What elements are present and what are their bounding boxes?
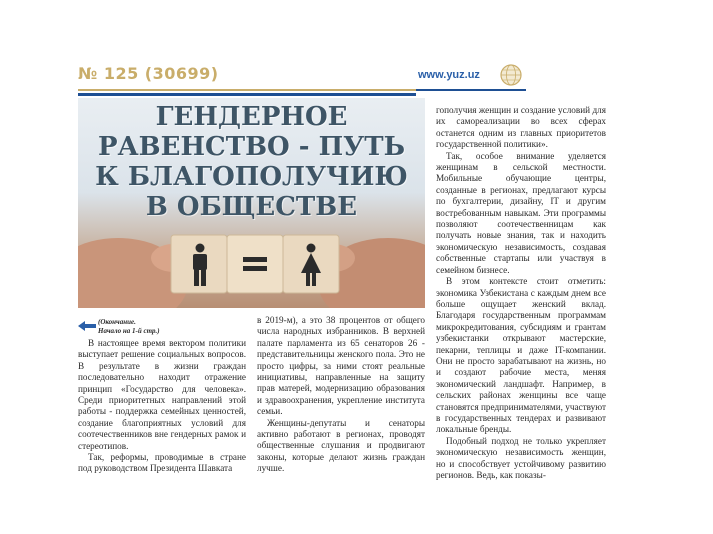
paragraph: В этом контексте стоит отметить: экономика Узбекистана с каждым днем все больше ощущает женский вклад. Благодаря государственным программам микрокредитования, субсидиям и грантам узбекистанки открывают мастерские, пекарни, теплицы и даже IT-компании. Они не просто зарабатывают на жизнь, но и создают рабочие места, меняя экономический ландшафт. Например, в сельских районах женщины все чаще становятся предпринимателями, участвуют в государственных тендерах и развивают локальные бренды. bbox=[436, 276, 606, 435]
paragraph: гополучия женщин и создание условий для их самореализации во всех сферах останется одним из главных приоритетов государственной политики». bbox=[436, 105, 606, 150]
issue-number: № 125 (30699) bbox=[78, 64, 219, 83]
continuation-line: (Окончание. bbox=[98, 318, 136, 326]
continuation-note bbox=[78, 318, 248, 338]
header-rule-right bbox=[416, 89, 526, 91]
site-url[interactable]: www.yuz.uz bbox=[418, 69, 480, 81]
continuation-line: Начало на 1-й стр.) bbox=[98, 327, 160, 335]
header-rule-blue bbox=[78, 93, 416, 96]
title-line: ГЕНДЕРНОЕ bbox=[155, 102, 348, 132]
paragraph: в 2019-м), а это 38 процентов от общего числа народных избранников. В верхней палате парламента из 65 сенаторов 26 - представительницы женского пола. Это не просто цифры, за ними стоят реальные инициативы, направленные на защиту прав матерей, модернизацию образования и здравоохранения, укрепление института семьи. bbox=[257, 315, 425, 417]
equals-icon bbox=[242, 254, 268, 274]
title-line: РАВЕНСТВО - ПУТЬ bbox=[97, 132, 406, 162]
globe-icon bbox=[500, 64, 522, 86]
article-column-2 bbox=[257, 315, 425, 475]
paragraph: Подобный подход не только укрепляет экономическую независимость женщин, но и способствует устойчивому развитию регионов. Ведь, как показы- bbox=[436, 435, 606, 480]
article-column-3 bbox=[436, 105, 606, 481]
female-figure-icon bbox=[299, 243, 323, 287]
title-line: В ОБЩЕСТВЕ bbox=[145, 192, 358, 222]
paragraph: Так, реформы, проводимые в стране под руководством Президента Шавката bbox=[78, 452, 246, 474]
header-rule-gold bbox=[78, 89, 416, 91]
paragraph: Женщины-депутаты и сенаторы активно работают в регионах, проводят общественные слушания и продвигают законы, которые делают жизнь граждан лучше. bbox=[257, 417, 425, 474]
male-figure-icon bbox=[188, 243, 212, 287]
paragraph: В настоящее время вектором политики выступает решение социальных вопросов. В результате в жизни граждан последовательно находит отражение принцип «Государство для человека». Среди приоритетных направлений этой работы - поддержка семейных ценностей, создание благоприятных условий для соотечественников вне гендерных рамок и стереотипов. bbox=[78, 338, 246, 451]
paragraph: Так, особое внимание уделяется женщинам в сельской местности. Мобильные обучающие центры, созданные в регионах, предлагают курсы по бухгалтерии, дизайну, IT и другим востребованным навыкам. Эти программы позволяют соотечественницам как получать новые знания, так и находить экономическую независимость, создавая собственные стартапы или участвуя в семейном бизнесе. bbox=[436, 150, 606, 275]
title-line: К БЛАГОПОЛУЧИЮ bbox=[95, 162, 408, 192]
article-column-1 bbox=[78, 338, 246, 475]
arrow-left-icon bbox=[78, 321, 96, 331]
article-title bbox=[78, 102, 425, 222]
